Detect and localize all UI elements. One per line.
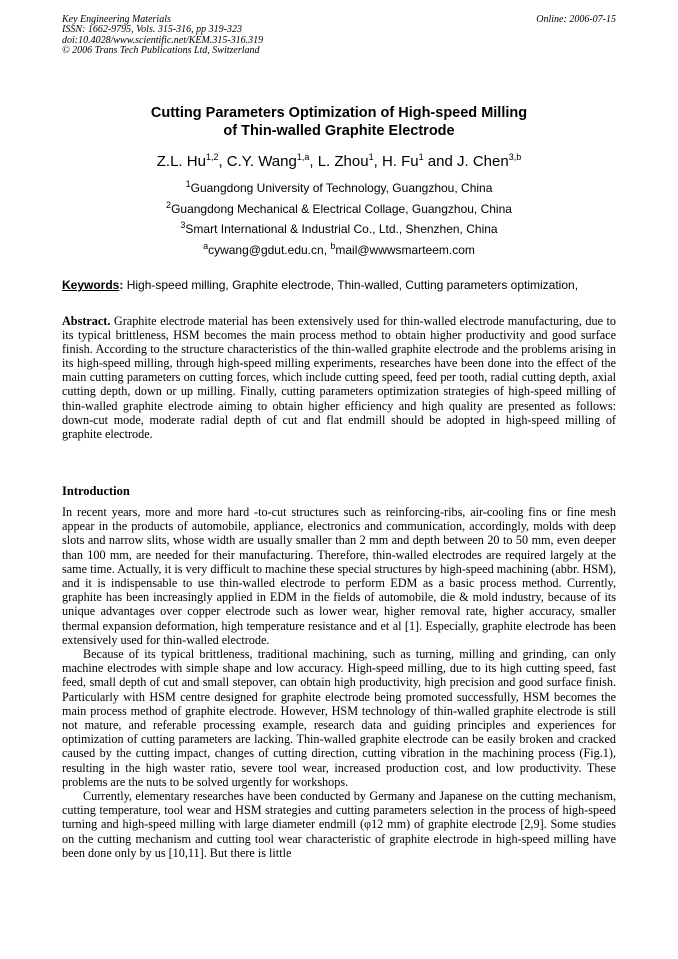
email-b-link[interactable]: mail@wwwsmarteem.com: [335, 243, 475, 257]
email-mark-a: a: [203, 241, 209, 251]
email-separator: ,: [323, 243, 331, 257]
affiliation-mark: 1: [185, 179, 191, 189]
author-separator: ,: [218, 153, 227, 170]
affiliation-text: Smart International & Industrial Co., Ltd., Shenzhen, China: [185, 222, 498, 236]
online-date: Online: 2006-07-15: [536, 14, 616, 25]
paragraph: Because of its typical brittleness, traditional machining, such as turning, milling and grinding, can only machine electrodes with simple shape and low accuracy. High-speed milling, due to its high cutting speed, fast feed, small depth of cut and small stepover, can obtain high productivity, high precision and good surface finish. Particularly with HSM centre designed for graphite electrode being promoted successfully, HSM becomes the main process method of graphite electrode. However, HSM technology of thin-walled graphite electrode is still not mature, and referable processing example, research data and guiding principles and experiences for optimization of cutting parameters are lacking. Thin-walled graphite electrode can be easily broken and cracked caused by the cutting impact, changes of cutting direction, cutting vibration in the machining process (Fig.1), resulting in the high waster ratio, severe tool wear, increased production cost, and low productivity. These problems are the nuts to be solved urgently for workshops.: [62, 647, 616, 789]
author-affiliation-mark: 3,b: [508, 152, 522, 162]
author-affiliation-mark: 1: [368, 152, 374, 162]
keywords: [62, 278, 616, 292]
author-affiliation-mark: 1: [418, 152, 424, 162]
email-mark-b: b: [330, 241, 336, 251]
journal-name: Key Engineering Materials: [62, 14, 171, 25]
abstract: [62, 314, 616, 441]
title-line-2: of Thin-walled Graphite Electrode: [223, 123, 455, 139]
affiliation-2: [62, 202, 616, 216]
affiliation-1: [62, 181, 616, 195]
keywords-label: Keywords: [62, 278, 120, 292]
affiliation-3: [62, 222, 616, 236]
affiliation-text: Guangdong Mechanical & Electrical Collage, Guangzhou, China: [171, 202, 512, 216]
introduction-heading: Introduction: [62, 484, 130, 498]
doi-line: doi:10.4028/www.scientific.net/KEM.315-316.319: [62, 34, 264, 46]
affiliation-mark: 3: [180, 220, 186, 230]
author-affiliation-mark: 1,2: [205, 152, 219, 162]
introduction-body: [62, 505, 616, 860]
author-name: L. Zhou: [317, 153, 369, 170]
author-name: J. Chen: [457, 153, 509, 170]
author-separator: and: [423, 153, 458, 170]
abstract-text: Graphite electrode material has been extensively used for thin-walled electrode manufacturing, due to its typical brittleness, HSM becomes the main process method to obtain higher productivity and good surface finish. According to the structure characteristics of the thin-walled graphite electrode and the problems arising in its high-speed milling, through high-speed milling experiments, researches have been done into the effect of the main cutting parameters on cutting forces, which include cutting speed, feed per tooth, radial cutting depth, axial cutting depth, down or up milling. Finally, cutting parameters optimization strategies of high-speed milling of thin-walled graphite electrode aiming to obtain higher efficiency and high quality are presented as follows: down-cut mode, moderate radial depth of cut and flat endmill should be adopted in high-speed milling of graphite electrode.: [62, 314, 616, 441]
title-line-1: Cutting Parameters Optimization of High-speed Milling: [150, 105, 528, 121]
author-affiliation-mark: 1,a: [296, 152, 310, 162]
affiliation-text: Guangdong University of Technology, Guangzhou, China: [190, 181, 493, 195]
author-list: [62, 153, 616, 171]
journal-header: [62, 15, 616, 57]
copyright-line: © 2006 Trans Tech Publications Ltd, Switzerland: [62, 45, 260, 57]
email-a-link[interactable]: cywang@gdut.edu.cn: [208, 243, 324, 257]
paragraph: In recent years, more and more hard -to-cut structures such as reinforcing-ribs, air-cooling fins or fine mesh appear in the products of automobile, appliance, electronics and communication, accordingly, molds with deep slots and narrow slits, whose width are usually smaller than 2 mm and depth between 20 to 50 mm, even deeper than 100 mm, are needed for their manufacturing. Therefore, thin-walled electrodes are required largely at the same time. Actually, it is very difficult to machine these special structures by high-speed machining (abbr. HSM), and it is indispensable to use thin-walled electrode to perform EDM as a basic process method. Currently, graphite has been increasingly applied in EDM in the fields of automobile, die & mold industry, because of its unique advantages over copper electrode such as lower wear, higher removal rate, higher accuracy, smaller thermal expansion deformation, high temperature resistance and et al [1]. Especially, graphite electrode has been extensively used for thin-walled electrode.: [62, 505, 616, 647]
paper-title: [62, 104, 616, 140]
issn-line: ISSN: 1662-9795, Vols. 315-316, pp 319-323: [62, 24, 242, 36]
author-separator: ,: [373, 153, 382, 170]
author-separator: ,: [309, 153, 318, 170]
paragraph: Currently, elementary researches have been conducted by Germany and Japanese on the cutting mechanism, cutting temperature, tool wear and HSM strategies and cutting parameters selection in the process of high-speed turning and high-speed milling with large diameter endmill (φ12 mm) of graphite electrode [2,9]. Some studies on the cutting mechanism and cutting tool wear characteristic of graphite electrode in high-speed milling have been done only by us [10,11]. But there is little: [62, 789, 616, 860]
email-line: [62, 243, 616, 257]
keywords-colon: :: [119, 278, 124, 292]
author-name: Z.L. Hu: [156, 153, 206, 170]
author-name: C.Y. Wang: [226, 153, 297, 170]
abstract-label: Abstract.: [62, 314, 111, 328]
author-name: H. Fu: [381, 153, 419, 170]
affiliation-mark: 2: [166, 200, 172, 210]
keywords-text: High-speed milling, Graphite electrode, Thin-walled, Cutting parameters optimization,: [123, 278, 579, 292]
